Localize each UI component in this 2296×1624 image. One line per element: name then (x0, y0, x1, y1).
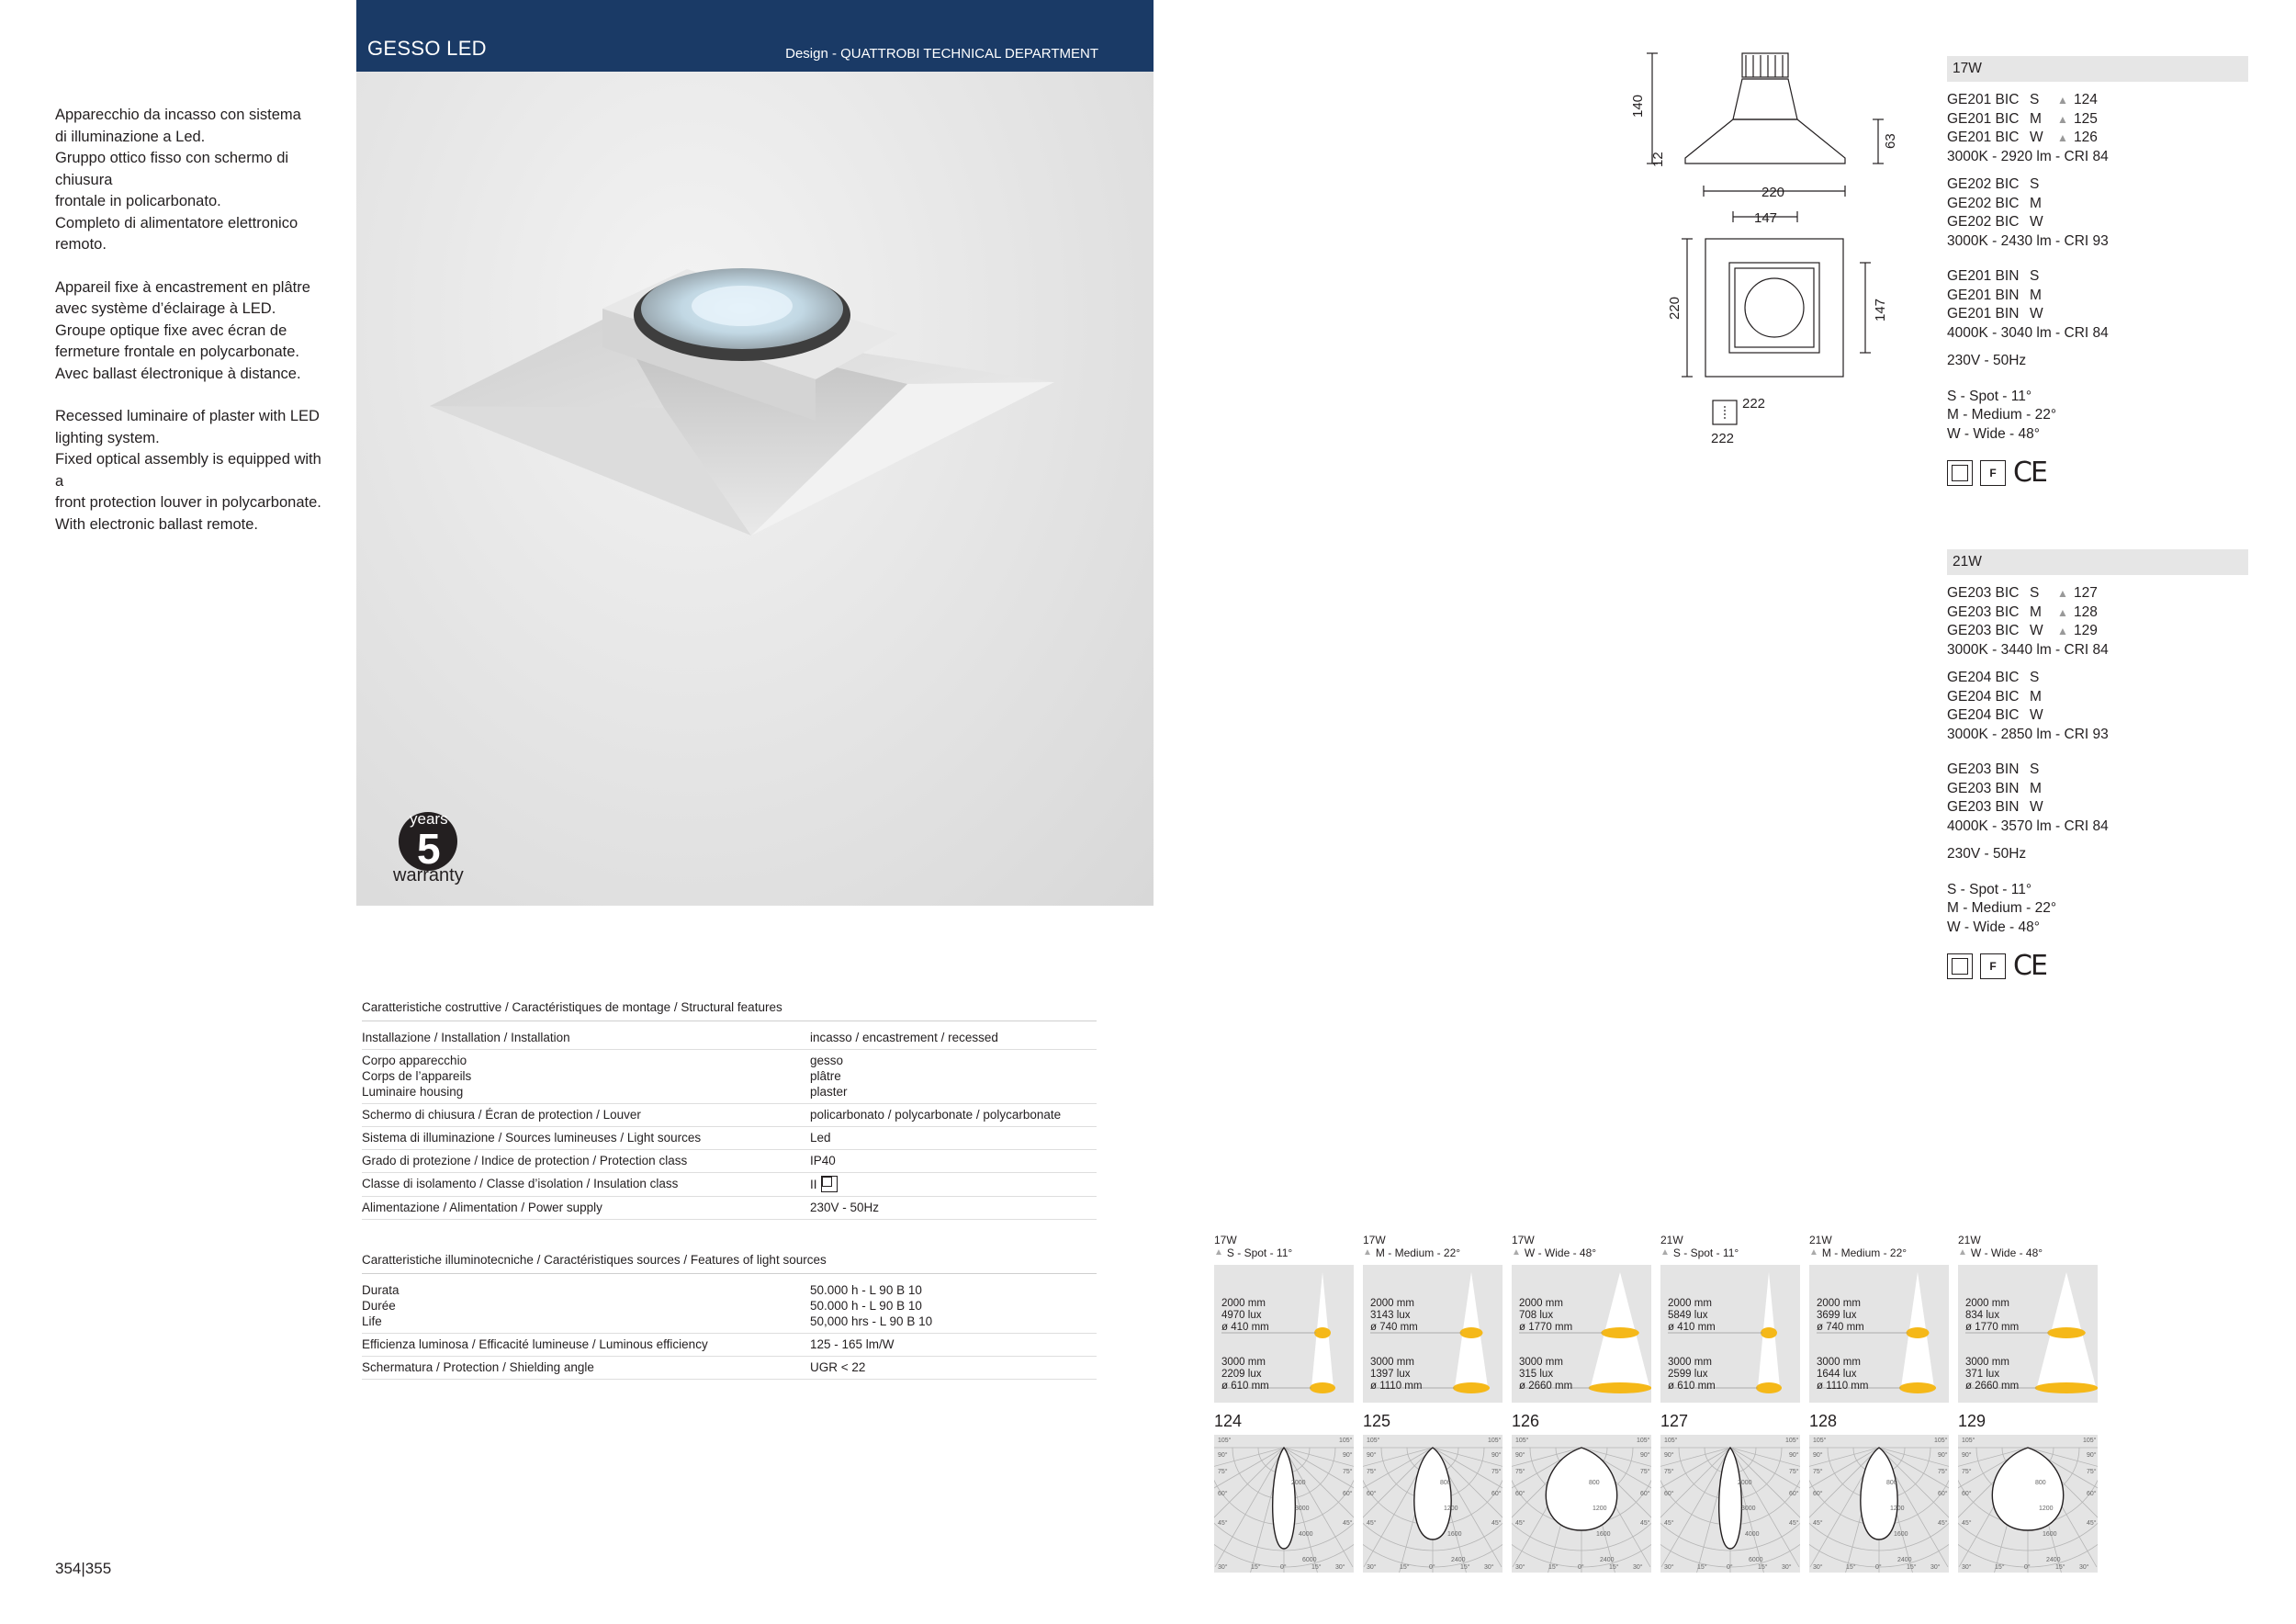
dim-plan-147: 147 (1873, 298, 1888, 321)
polar-angle-label: 15° (1609, 1564, 1619, 1571)
polar-angle-label: 105° (1813, 1438, 1827, 1444)
polar-angle-label: 45° (1813, 1520, 1823, 1527)
beam-type: ▲ W - Wide - 48° (1512, 1246, 1597, 1259)
dim-width-220: 220 (1761, 185, 1785, 200)
list-item: GE202 BIC M (1947, 195, 2042, 211)
triangle-icon: ▲ (1214, 1247, 1223, 1257)
polar-angle-label: 15° (1697, 1564, 1707, 1571)
polar-ring-label: 1600 (1596, 1531, 1611, 1538)
polar-angle-label: 105° (1339, 1438, 1353, 1444)
polar-angle-label: 105° (1367, 1438, 1380, 1444)
table-row: Schermo di chiusura / Écran de protection / Louver policarbonato / polycarbonate / polycarbonate (362, 1104, 1097, 1127)
intensity-curve (1414, 1448, 1451, 1539)
product-description (55, 105, 331, 557)
diagram-number: 129 (1958, 1412, 1986, 1430)
polar-angle-label: 75° (1813, 1469, 1823, 1475)
polar-angle-label: 30° (2079, 1564, 2089, 1571)
polar-angle-label: 90° (1343, 1452, 1353, 1459)
polar-angle-label: 15° (1548, 1564, 1559, 1571)
polar-angle-label: 15° (2055, 1564, 2065, 1571)
polar-angle-label: 60° (1664, 1491, 1674, 1497)
polar-angle-label: 105° (2083, 1438, 2097, 1444)
beam-spot-near (1314, 1327, 1331, 1338)
dim-height-12: 12 (1650, 152, 1666, 167)
diagram-number: 128 (1809, 1412, 1838, 1430)
beam-card (1214, 1234, 1354, 1577)
list-item: GE203 BIN S (1947, 761, 2040, 777)
description-italian: Apparecchio da incasso con sistema di illuminazione a Led. Gruppo ottico fisso con schermo di chiusura frontale in policarbonato. Completo di alimentatore elettronico remoto. (55, 107, 301, 253)
spec-17w-group2: GE202 BIC S GE202 BIC M GE202 BIC W 3000K - 2430 lm - CRI 93 (1947, 175, 2248, 251)
polar-ring-label: 2000 (1291, 1480, 1306, 1486)
list-item: GE203 BIN W (1947, 799, 2043, 815)
polar-angle-label: 60° (1515, 1491, 1525, 1497)
polar-angle-label: 60° (1343, 1491, 1353, 1497)
polar-angle-label: 30° (1367, 1564, 1377, 1571)
polar-angle-label: 90° (1515, 1452, 1525, 1459)
triangle-icon: ▲ (1512, 1247, 1521, 1257)
polar-angle-label: 45° (1343, 1520, 1353, 1527)
polar-angle-label: 60° (1789, 1491, 1799, 1497)
polar-angle-label: 30° (1962, 1564, 1972, 1571)
polar-ring-label: 2400 (2046, 1557, 2061, 1563)
lighting-features-table (362, 1252, 1097, 1380)
spec-21w-group2: GE204 BIC S GE204 BIC M GE204 BIC W 3000K - 2850 lm - CRI 93 (1947, 669, 2248, 744)
certification-icons (1947, 456, 2248, 489)
polar-angle-label: 75° (1367, 1469, 1377, 1475)
polar-angle-label: 75° (1664, 1469, 1674, 1475)
intensity-curve (1273, 1448, 1296, 1549)
beam-wattage: 17W (1512, 1234, 1535, 1246)
list-item: GE203 BIN M (1947, 780, 2042, 796)
certification-icons (1947, 949, 2248, 982)
beam-spot-far (1310, 1382, 1335, 1393)
polar-angle-label: 30° (1930, 1564, 1941, 1571)
beam-wattage: 17W (1363, 1234, 1386, 1246)
polar-angle-label: 90° (1813, 1452, 1823, 1459)
beam-spot-near (2047, 1327, 2086, 1338)
beam-diagram: 2000 mm 3699 lux ø 740 mm 3000 mm 1644 lux ø 1110 mm (1809, 1265, 1949, 1403)
beam-diagram: 2000 mm 708 lux ø 1770 mm 3000 mm 315 lux ø 2660 mm (1512, 1265, 1651, 1403)
table-row: Sistema di illuminazione / Sources lumineuses / Light sources Led (362, 1127, 1097, 1150)
description-french: Appareil fixe à encastrement en plâtre avec système d’éclairage à LED. Groupe optique fixe avec écran de fermeture frontale en polycarbonate. Avec ballast électronique à distance. (55, 278, 310, 382)
polar-angle-label: 15° (1995, 1564, 2005, 1571)
beam-diagram: 2000 mm 4970 lux ø 410 mm 3000 mm 2209 lux ø 610 mm (1214, 1265, 1354, 1403)
beam-spot-far (1756, 1382, 1782, 1393)
list-item: GE201 BIN S (1947, 268, 2040, 284)
table-row: Durata Durée Life 50.000 h - L 90 B 10 50.000 h - L 90 B 10 50,000 hrs - L 90 B 10 (362, 1280, 1097, 1334)
polar-angle-label: 45° (1789, 1520, 1799, 1527)
beam-wattage: 21W (1809, 1234, 1832, 1246)
polar-angle-label: 15° (1251, 1564, 1261, 1571)
polar-diagram (1214, 1435, 1354, 1573)
polar-angle-label: 105° (1488, 1438, 1502, 1444)
beam-card (1363, 1234, 1503, 1577)
polar-angle-label: 60° (1218, 1491, 1228, 1497)
list-item: GE203 BIC M ▲ 128 (1947, 603, 2248, 623)
polar-angle-label: 105° (1218, 1438, 1232, 1444)
beam-spot-far (1453, 1382, 1490, 1393)
triangle-icon: ▲ (1660, 1247, 1670, 1257)
title-bar (356, 0, 1154, 72)
polar-angle-label: 30° (1515, 1564, 1525, 1571)
table-row: Grado di protezione / Indice de protection / Protection class IP40 (362, 1150, 1097, 1173)
polar-angle-label: 75° (1515, 1469, 1525, 1475)
spec-17w-group1: GE201 BIC S ▲ 124 GE201 BIC M ▲ 125 GE201 BIC W ▲ 126 3000K - 2920 lm - CRI 84 (1947, 91, 2248, 166)
intensity-curve (1992, 1448, 2063, 1530)
polar-angle-label: 0° (1578, 1564, 1584, 1571)
polar-angle-label: 0° (1727, 1564, 1733, 1571)
f-mark-icon: F (1980, 953, 2006, 979)
polar-ring-label: 3000 (1295, 1506, 1310, 1512)
triangle-icon: ▲ (2057, 587, 2068, 600)
list-item: GE204 BIC W (1947, 707, 2043, 723)
polar-angle-label: 90° (1640, 1452, 1650, 1459)
class-ii-icon (1947, 460, 1973, 486)
polar-angle-label: 0° (1280, 1564, 1287, 1571)
list-item: GE201 BIC S ▲ 124 (1947, 91, 2248, 110)
polar-angle-label: 75° (1962, 1469, 1972, 1475)
luminaire-photo (356, 72, 1154, 906)
diagram-number: 127 (1660, 1412, 1689, 1430)
intensity-curve (1719, 1448, 1742, 1549)
dim-cutout-a: 222 (1742, 396, 1766, 412)
polar-angle-label: 105° (1962, 1438, 1975, 1444)
spec-17w (1947, 56, 2248, 489)
polar-angle-label: 45° (1640, 1520, 1650, 1527)
beam-spot-near (1761, 1327, 1777, 1338)
diagram-number: 124 (1214, 1412, 1243, 1430)
ce-mark-icon: CE (2013, 949, 2046, 982)
polar-angle-label: 90° (1664, 1452, 1674, 1459)
polar-ring-label: 1200 (1444, 1506, 1458, 1512)
polar-angle-label: 90° (1367, 1452, 1377, 1459)
dim-height-63: 63 (1883, 133, 1898, 149)
polar-angle-label: 45° (1491, 1520, 1502, 1527)
polar-angle-label: 75° (1640, 1469, 1650, 1475)
warranty-years: years (410, 810, 448, 828)
table-row: Corpo apparecchio Corps de l’appareils Luminaire housing gesso plâtre plaster (362, 1050, 1097, 1104)
intensity-curve (1546, 1448, 1616, 1530)
list-item: GE203 BIC W ▲ 129 (1947, 622, 2248, 641)
list-item: GE201 BIC W ▲ 126 (1947, 129, 2248, 148)
beam-diagram: 2000 mm 3143 lux ø 740 mm 3000 mm 1397 lux ø 1110 mm (1363, 1265, 1503, 1403)
table-row: Installazione / Installation / Installation incasso / encastrement / recessed (362, 1027, 1097, 1050)
beam-wattage: 21W (1660, 1234, 1683, 1246)
polar-angle-label: 30° (1664, 1564, 1674, 1571)
triangle-icon: ▲ (1809, 1247, 1818, 1257)
polar-angle-label: 75° (1491, 1469, 1502, 1475)
polar-angle-label: 75° (2087, 1469, 2097, 1475)
polar-diagram (1958, 1435, 2098, 1573)
polar-angle-label: 15° (1460, 1564, 1470, 1571)
spec-21w-legend: S - Spot - 11° M - Medium - 22° W - Wide - 48° (1947, 881, 2057, 935)
list-item: GE203 BIC S ▲ 127 (1947, 584, 2248, 603)
polar-ring-label: 1600 (2043, 1531, 2057, 1538)
polar-angle-label: 105° (1785, 1438, 1799, 1444)
polar-ring-label: 4000 (1299, 1531, 1313, 1538)
polar-angle-label: 60° (1938, 1491, 1948, 1497)
beam-card (1512, 1234, 1651, 1577)
beam-spot-near (1601, 1327, 1639, 1338)
beam-type: ▲ W - Wide - 48° (1958, 1246, 2043, 1259)
dim-width-147: 147 (1754, 210, 1778, 226)
polar-angle-label: 60° (1640, 1491, 1650, 1497)
polar-angle-label: 30° (1484, 1564, 1494, 1571)
list-item: GE201 BIN M (1947, 287, 2042, 303)
dim-plan-220: 220 (1667, 296, 1683, 320)
polar-ring-label: 4000 (1745, 1531, 1760, 1538)
table-row: Efficienza luminosa / Efficacité lumineuse / Luminous efficiency 125 - 165 lm/W (362, 1334, 1097, 1357)
polar-diagram (1809, 1435, 1949, 1573)
polar-angle-label: 0° (2024, 1564, 2031, 1571)
beam-diagram: 2000 mm 834 lux ø 1770 mm 3000 mm 371 lux ø 2660 mm (1958, 1265, 2098, 1403)
polar-angle-label: 90° (1218, 1452, 1228, 1459)
beam-spot-near (1907, 1327, 1930, 1338)
spec-21w (1947, 549, 2248, 982)
polar-angle-label: 90° (1938, 1452, 1948, 1459)
beam-wattage: 17W (1214, 1234, 1237, 1246)
polar-angle-label: 90° (2087, 1452, 2097, 1459)
triangle-icon: ▲ (2057, 131, 2068, 144)
polar-angle-label: 105° (1934, 1438, 1948, 1444)
polar-angle-label: 90° (1491, 1452, 1502, 1459)
beam-card (1809, 1234, 1949, 1577)
class-ii-icon (1947, 953, 1973, 979)
spec-21w-group3: GE203 BIN S GE203 BIN M GE203 BIN W 4000K - 3570 lm - CRI 84 (1947, 761, 2248, 836)
warranty-label: warranty (393, 865, 464, 885)
polar-ring-label: 2400 (1600, 1557, 1615, 1563)
polar-ring-label: 6000 (1749, 1557, 1763, 1563)
beam-type: ▲ M - Medium - 22° (1809, 1246, 1908, 1259)
polar-angle-label: 60° (1813, 1491, 1823, 1497)
polar-angle-label: 45° (1664, 1520, 1674, 1527)
list-item: GE204 BIC S (1947, 670, 2040, 685)
beam-type: ▲ S - Spot - 11° (1660, 1246, 1739, 1259)
polar-ring-label: 2400 (1451, 1557, 1466, 1563)
polar-angle-label: 60° (1367, 1491, 1377, 1497)
polar-diagram (1660, 1435, 1800, 1573)
polar-angle-label: 45° (2087, 1520, 2097, 1527)
dim-height-140: 140 (1630, 94, 1646, 118)
polar-angle-label: 105° (1515, 1438, 1529, 1444)
polar-ring-label: 3000 (1741, 1506, 1756, 1512)
triangle-icon: ▲ (2057, 605, 2068, 619)
polar-angle-label: 15° (1758, 1564, 1768, 1571)
structural-features-table (362, 999, 1097, 1220)
polar-ring-label: 800 (1440, 1480, 1451, 1486)
polar-angle-label: 90° (1962, 1452, 1972, 1459)
beam-spot-far (1589, 1382, 1651, 1393)
polar-ring-label: 6000 (1302, 1557, 1317, 1563)
list-item: GE202 BIC S (1947, 176, 2040, 192)
spec-17w-header: 17W (1947, 56, 2248, 82)
polar-angle-label: 45° (1962, 1520, 1972, 1527)
polar-angle-label: 60° (1491, 1491, 1502, 1497)
beam-type: ▲ S - Spot - 11° (1214, 1246, 1293, 1259)
polar-angle-label: 75° (1218, 1469, 1228, 1475)
ce-mark-icon: CE (2013, 456, 2046, 489)
polar-diagram (1363, 1435, 1503, 1573)
polar-angle-label: 30° (1813, 1564, 1823, 1571)
diagram-number: 126 (1512, 1412, 1540, 1430)
spec-17w-legend: S - Spot - 11° M - Medium - 22° W - Wide - 48° (1947, 388, 2057, 442)
intensity-curve (1861, 1448, 1897, 1539)
polar-ring-label: 2400 (1897, 1557, 1912, 1563)
dim-cutout-b: 222 (1711, 431, 1735, 446)
spec-21w-group1: GE203 BIC S ▲ 127 GE203 BIC M ▲ 128 GE203 BIC W ▲ 129 3000K - 3440 lm - CRI 84 (1947, 584, 2248, 660)
beam-wattage: 21W (1958, 1234, 1981, 1246)
polar-angle-label: 105° (1664, 1438, 1678, 1444)
polar-angle-label: 15° (1311, 1564, 1322, 1571)
polar-diagram (1512, 1435, 1651, 1573)
list-item: GE202 BIC W (1947, 214, 2043, 230)
polar-angle-label: 15° (1907, 1564, 1917, 1571)
svg-text:5: 5 (417, 825, 441, 873)
polar-angle-label: 45° (1515, 1520, 1525, 1527)
polar-angle-label: 30° (1633, 1564, 1643, 1571)
triangle-icon: ▲ (2057, 94, 2068, 107)
beam-diagram: 2000 mm 5849 lux ø 410 mm 3000 mm 2599 lux ø 610 mm (1660, 1265, 1800, 1403)
beam-spot-near (1460, 1327, 1483, 1338)
polar-angle-label: 60° (1962, 1491, 1972, 1497)
technical-drawing (1612, 46, 1924, 450)
polar-angle-label: 0° (1875, 1564, 1882, 1571)
polar-ring-label: 1200 (1593, 1506, 1607, 1512)
polar-angle-label: 30° (1782, 1564, 1792, 1571)
class-ii-icon (821, 1176, 838, 1192)
polar-ring-label: 800 (2035, 1480, 2046, 1486)
polar-ring-label: 1200 (1890, 1506, 1905, 1512)
polar-ring-label: 2000 (1738, 1480, 1752, 1486)
diagram-number: 125 (1363, 1412, 1391, 1430)
beam-spot-far (1899, 1382, 1936, 1393)
polar-angle-label: 90° (1789, 1452, 1799, 1459)
polar-angle-label: 75° (1343, 1469, 1353, 1475)
polar-angle-label: 60° (2087, 1491, 2097, 1497)
table-row: Alimentazione / Alimentation / Power supply 230V - 50Hz (362, 1197, 1097, 1220)
beam-card (1660, 1234, 1800, 1577)
polar-ring-label: 1200 (2039, 1506, 2054, 1512)
page-number: 354|355 (55, 1560, 112, 1577)
spec-21w-voltage: 230V - 50Hz (1947, 846, 2027, 862)
polar-ring-label: 1600 (1894, 1531, 1908, 1538)
spec-17w-group3: GE201 BIN S GE201 BIN M GE201 BIN W 4000K - 3040 lm - CRI 84 (1947, 267, 2248, 343)
beam-spot-far (2035, 1382, 2098, 1393)
designer-credit: Design - QUATTROBI TECHNICAL DEPARTMENT (785, 46, 1098, 62)
description-english: Recessed luminaire of plaster with LED lighting system. Fixed optical assembly is equipped with a front protection louver in polycarbonate. With electronic ballast remote. (55, 408, 321, 533)
triangle-icon: ▲ (1958, 1247, 1967, 1257)
product-title: GESSO LED (367, 37, 487, 60)
beam-card (1958, 1234, 2098, 1577)
polar-angle-label: 75° (1789, 1469, 1799, 1475)
polar-angle-label: 75° (1938, 1469, 1948, 1475)
triangle-icon: ▲ (2057, 625, 2068, 637)
beam-type: ▲ M - Medium - 22° (1363, 1246, 1461, 1259)
polar-ring-label: 800 (1589, 1480, 1600, 1486)
polar-ring-label: 800 (1886, 1480, 1897, 1486)
list-item: GE204 BIC M (1947, 688, 2042, 705)
polar-angle-label: 30° (1218, 1564, 1228, 1571)
triangle-icon: ▲ (1363, 1247, 1372, 1257)
hero-image (356, 0, 1154, 906)
polar-angle-label: 105° (1637, 1438, 1650, 1444)
list-item: GE201 BIC M ▲ 125 (1947, 110, 2248, 130)
polar-angle-label: 45° (1367, 1520, 1377, 1527)
triangle-icon: ▲ (2057, 112, 2068, 126)
polar-angle-label: 30° (1335, 1564, 1345, 1571)
polar-angle-label: 15° (1400, 1564, 1410, 1571)
polar-angle-label: 0° (1429, 1564, 1435, 1571)
table-row: Classe di isolamento / Classe d’isolation / Insulation class II (362, 1173, 1097, 1197)
polar-ring-label: 1600 (1447, 1531, 1462, 1538)
polar-angle-label: 45° (1938, 1520, 1948, 1527)
table-title: Caratteristiche illuminotecniche / Caractéristiques sources / Features of light sources (362, 1252, 1097, 1274)
spec-17w-voltage: 230V - 50Hz (1947, 353, 2027, 368)
f-mark-icon: F (1980, 460, 2006, 486)
table-title: Caratteristiche costruttive / Caractéristiques de montage / Structural features (362, 999, 1097, 1021)
polar-angle-label: 15° (1846, 1564, 1856, 1571)
list-item: GE201 BIN W (1947, 306, 2043, 321)
spec-21w-header: 21W (1947, 549, 2248, 575)
polar-angle-label: 45° (1218, 1520, 1228, 1527)
table-row: Schermatura / Protection / Shielding angle UGR < 22 (362, 1357, 1097, 1380)
